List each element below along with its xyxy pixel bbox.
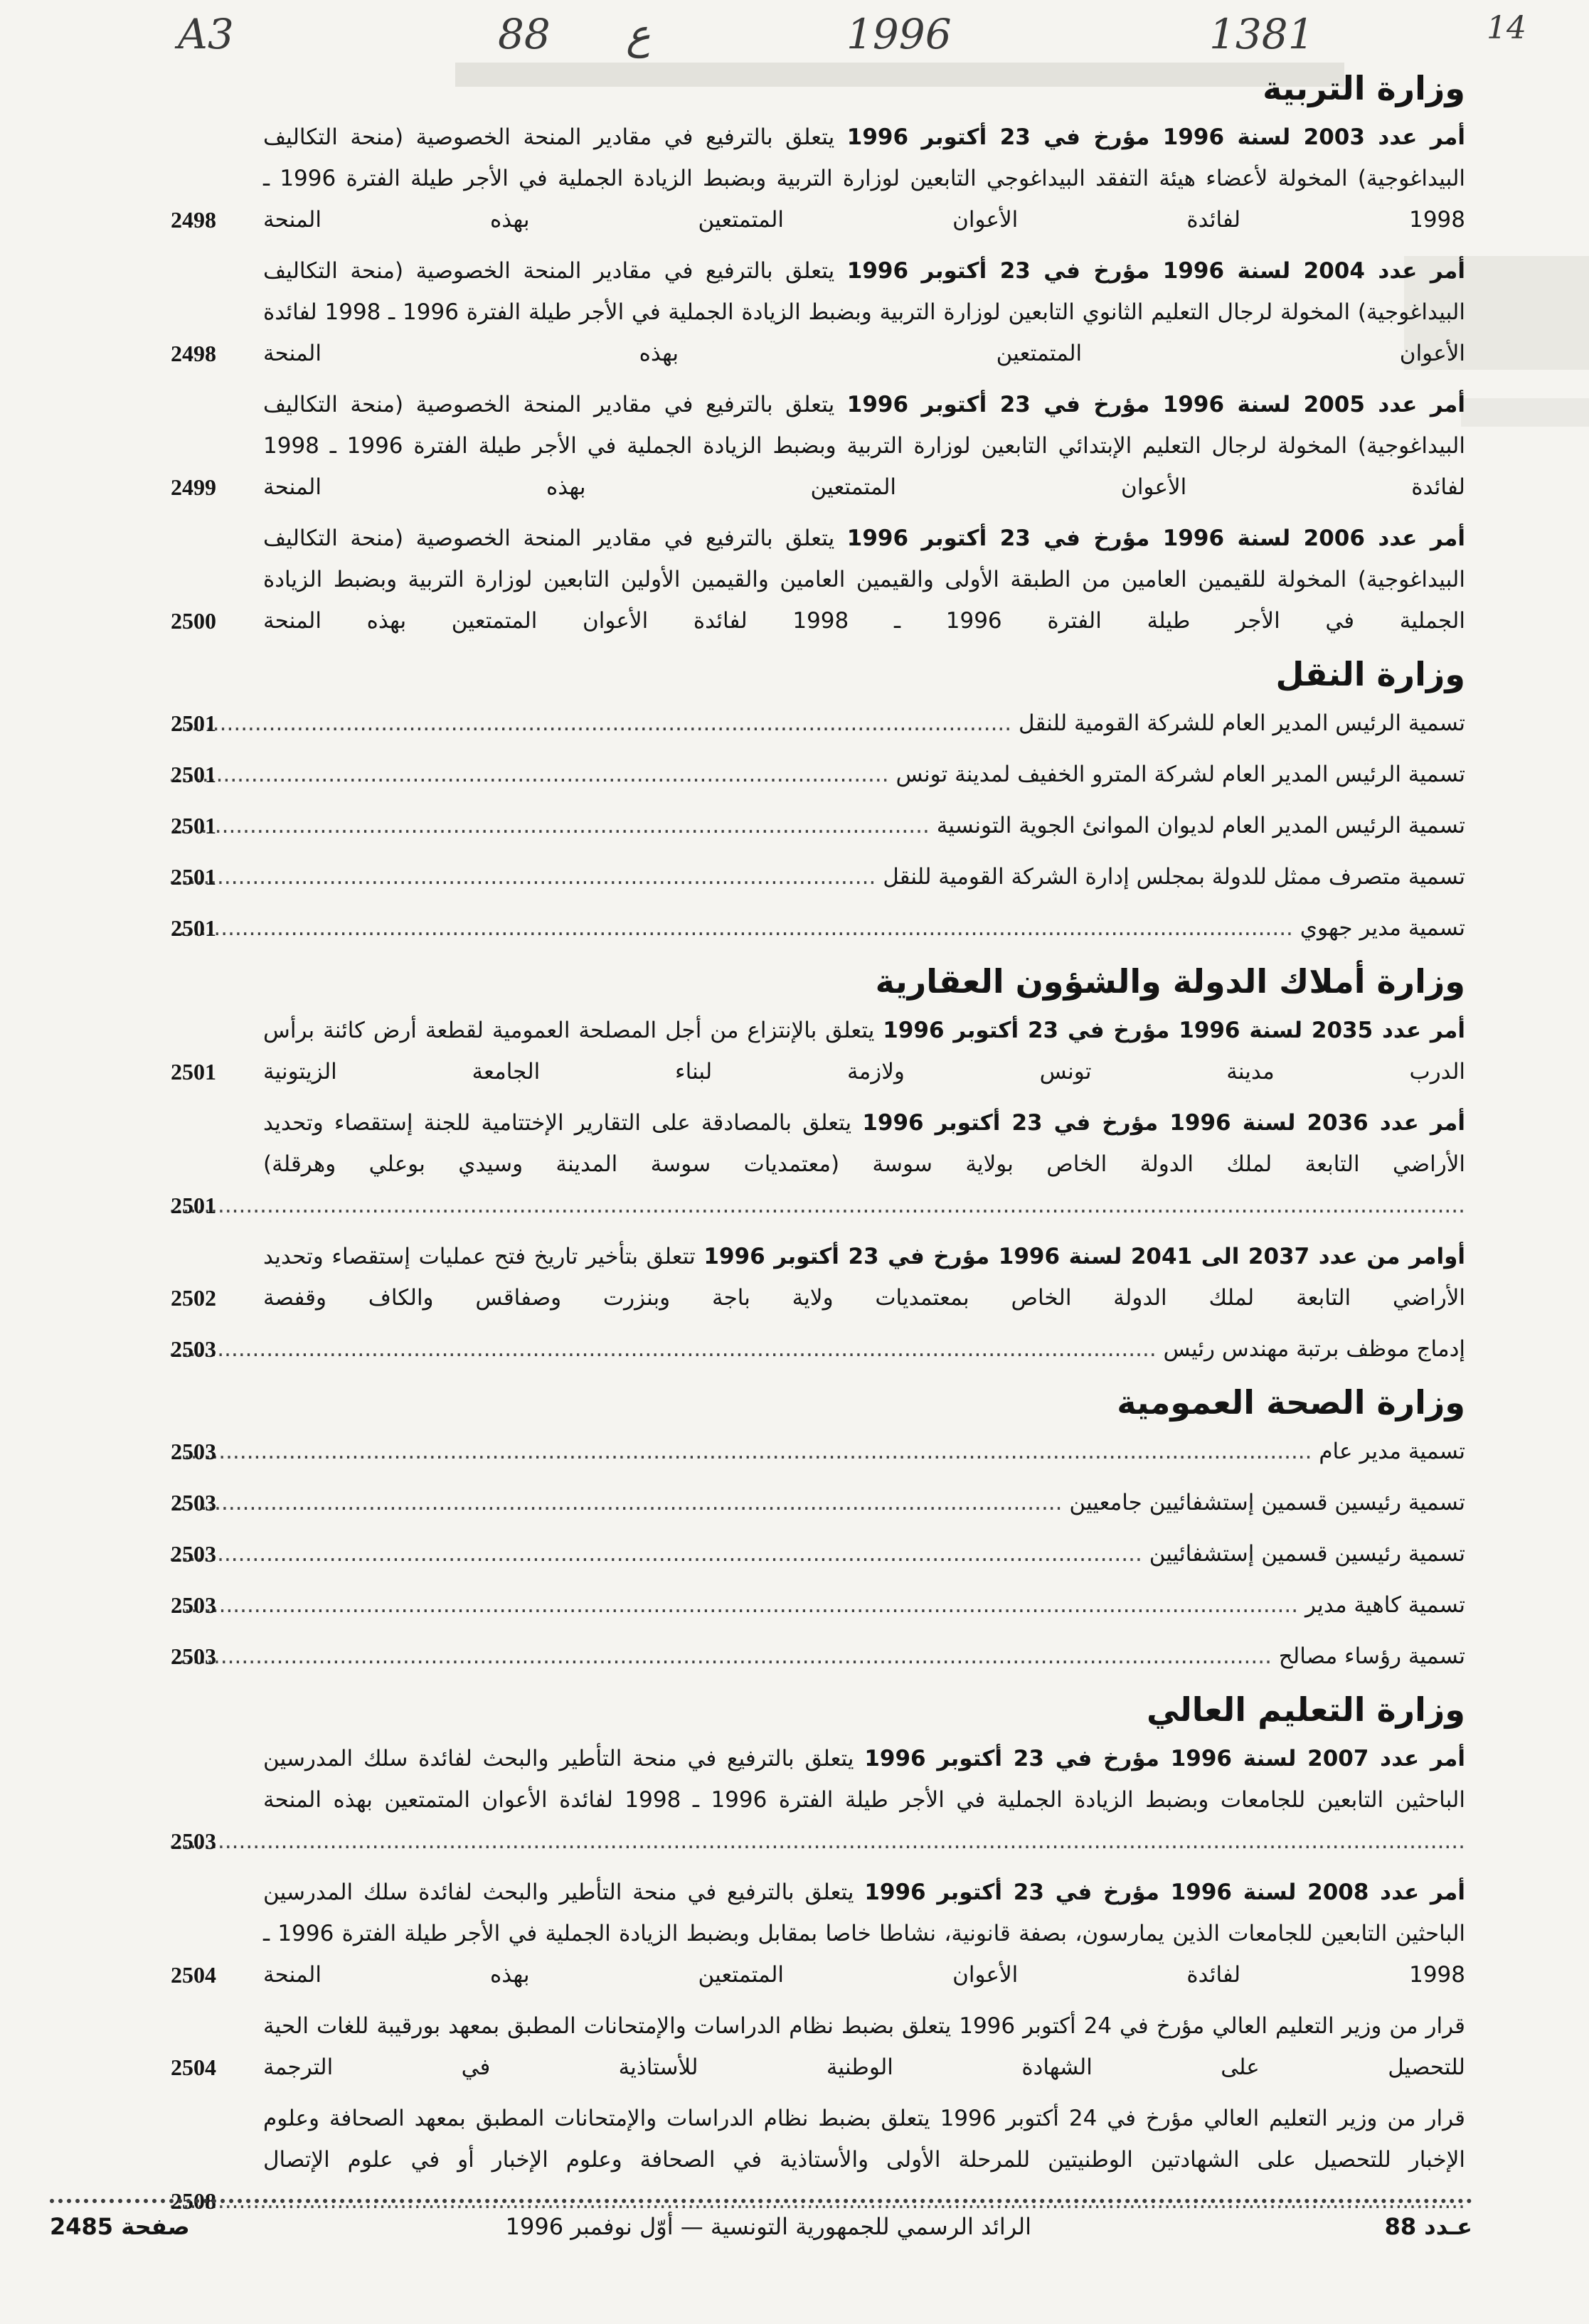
toc-entry[interactable] <box>171 703 1465 744</box>
ministry-title: وزارة النقل <box>1275 655 1465 693</box>
page-footer <box>50 2213 1472 2256</box>
entry-page-number: 2503 <box>171 1490 216 1515</box>
entry-text <box>171 117 1465 240</box>
footer-divider <box>50 2199 1472 2203</box>
ministry-section <box>171 1380 1465 1677</box>
ministry-title: وزارة أملاك الدولة والشؤون العقارية <box>875 962 1465 1001</box>
entry-page-number: 2501 <box>171 915 216 941</box>
entry-description: يتعلق بالإنتزاع من أجل المصلحة العمومية لقطعة أرض كائنة برأس الدرب مدينة تونس ولازمة لبناء الجامعة الزيتونية <box>263 1018 1465 1084</box>
entry-description: إدماج موظف برتبة مهندس رئيس <box>1163 1336 1465 1362</box>
ministry-title: وزارة التعليم العالي <box>1146 1690 1465 1729</box>
handwritten-mark: ع <box>626 10 651 58</box>
entry-text <box>171 384 1465 508</box>
entry-text <box>171 754 1465 795</box>
entry-page-number: 2503 <box>171 1336 216 1362</box>
entry-page-number: 2501 <box>171 1059 216 1084</box>
decree-reference: أمر عدد 2007 لسنة 1996 مؤرخ في 23 أكتوبر 1996 <box>864 1746 1465 1771</box>
ministry-section <box>171 1687 1465 2222</box>
entry-page-number: 2501 <box>171 1193 216 1218</box>
entry-description: يتعلق بالترفيع في مقادير المنحة الخصوصية (منحة التكاليف البيداغوجية) المخولة لرجال التعليم الثانوي التابعين لوزارة التربية وبضبط الزيادة الجملية في الأجر طيلة الفترة 1996 ـ 1998 لفائدة الأعوان المتمتعين بهذه المنحة <box>263 258 1465 366</box>
entry-page-number: 2503 <box>171 1592 216 1618</box>
entry-page-number: 2498 <box>171 207 216 233</box>
entry-description: تسمية رئيسين قسمين إستشفائيين جامعيين <box>1069 1490 1465 1515</box>
entry-description: يتعلق بالترفيع في منحة التأطير والبحث لفائدة سلك المدرسين الباحثين التابعين للجامعات وبضبط الزيادة الجملية في الأجر طيلة الفترة 1996 ـ 1998 لفائدة الأعوان المتمتعين بهذه المنحة <box>263 1746 1465 1813</box>
decree-reference: أمر عدد 2008 لسنة 1996 مؤرخ في 23 أكتوبر 1996 <box>864 1880 1465 1905</box>
bleed-through-band <box>1461 398 1589 427</box>
entry-description: تسمية رئيسين قسمين إستشفائيين <box>1149 1541 1465 1567</box>
toc-entry[interactable] <box>171 117 1465 240</box>
entry-description: تسمية كاهية مدير <box>1304 1592 1465 1618</box>
entry-text <box>171 1236 1465 1318</box>
toc-entry[interactable] <box>171 907 1465 949</box>
entry-page-number: 2503 <box>171 1439 216 1464</box>
entry-text <box>171 1102 1465 1226</box>
entry-page-number: 2500 <box>171 608 216 634</box>
decree-reference: أمر عدد 2005 لسنة 1996 مؤرخ في 23 أكتوبر 1996 <box>846 392 1465 417</box>
entry-text <box>171 1328 1465 1370</box>
issue-number: عـدد 88 <box>1384 2213 1472 2240</box>
toc-entry[interactable] <box>171 1236 1465 1318</box>
ministry-section <box>171 65 1465 641</box>
toc-entry[interactable] <box>171 754 1465 795</box>
entry-text <box>171 1533 1465 1574</box>
entry-page-number: 2499 <box>171 474 216 500</box>
entry-description: قرار من وزير التعليم العالي مؤرخ في 24 أكتوبر 1996 يتعلق بضبط نظام الدراسات والإمتحانات المطبق بمعهد الصحافة وعلوم الإخبار للتحصيل على الشهادتين الوطنيتين للمرحلة الأولى والأستاذية في الصحافة وعلوم الإخبار أو في علوم الإتصال <box>263 2106 1465 2173</box>
entry-text <box>171 1636 1465 1677</box>
entry-description: تسمية رؤساء مصالح <box>1278 1643 1465 1669</box>
toc-entry[interactable] <box>171 1482 1465 1523</box>
handwritten-mark: A3 <box>178 10 234 58</box>
entry-description: يتعلق بالترفيع في مقادير المنحة الخصوصية (منحة التكاليف البيداغوجية) المخولة لرجال التعليم الإبتدائي التابعين لوزارة التربية وبضبط الزيادة الجملية في الأجر طيلة الفترة 1996 ـ 1998 لفائدة الأعوان المتمتعين بهذه المنحة <box>263 392 1465 500</box>
ministry-section <box>171 651 1465 949</box>
table-of-contents <box>171 65 1465 2232</box>
entry-description: يتعلق بالترفيع في مقادير المنحة الخصوصية (منحة التكاليف البيداغوجية) المخولة للقيمين العامين من الطبقة الأولى والقيمين العامين والقيمين الأولين التابعين لوزارة التربية وبضبط الزيادة الجملية في الأجر طيلة الفترة 1996 ـ 1998 لفائدة الأعوان المتمتعين بهذه المنحة <box>263 526 1465 634</box>
decree-reference: أمر عدد 2004 لسنة 1996 مؤرخ في 23 أكتوبر 1996 <box>846 258 1465 284</box>
toc-entry[interactable] <box>171 1431 1465 1472</box>
entry-text <box>171 1482 1465 1523</box>
entry-page-number: 2504 <box>171 2054 216 2080</box>
entry-text <box>171 2005 1465 2088</box>
page-number: صفحة 2485 <box>50 2213 190 2240</box>
decree-reference: أوامر من عدد 2037 الى 2041 لسنة 1996 مؤرخ في 23 أكتوبر 1996 <box>703 1244 1465 1269</box>
handwritten-mark: 1996 <box>846 10 952 58</box>
toc-entry[interactable] <box>171 805 1465 846</box>
handwritten-mark: 14 <box>1487 10 1526 46</box>
entry-description: تسمية مدير جهوي <box>1300 915 1465 941</box>
entry-description: تسمية الرئيس المدير العام لديوان الموانئ الجوية التونسية <box>936 813 1465 838</box>
ministry-section <box>171 959 1465 1370</box>
entry-page-number: 2498 <box>171 341 216 366</box>
toc-entry[interactable] <box>171 1636 1465 1677</box>
entry-text <box>171 1738 1465 1862</box>
entry-page-number: 2503 <box>171 1828 216 1854</box>
entry-page-number: 2501 <box>171 762 216 787</box>
ministry-title: وزارة الصحة العمومية <box>1117 1383 1465 1422</box>
entry-text <box>171 1584 1465 1626</box>
entry-page-number: 2501 <box>171 710 216 736</box>
toc-entry[interactable] <box>171 384 1465 508</box>
gazette-title: الرائد الرسمي للجمهورية التونسية — أوّل نوفمبر 1996 <box>505 2213 1031 2240</box>
entry-page-number: 2502 <box>171 1285 216 1311</box>
entry-description: يتعلق بالترفيع في مقادير المنحة الخصوصية (منحة التكاليف البيداغوجية) المخولة لأعضاء هيئة التفقد البيداغوجي التابعين لوزارة التربية وبضبط الزيادة الجملية في الأجر طيلة الفترة 1996 ـ 1998 لفائدة الأعوان المتمتعين بهذه المنحة <box>263 124 1465 233</box>
entry-text <box>171 907 1465 949</box>
entry-text <box>171 1431 1465 1472</box>
entry-description: يتعلق بالمصادقة على التقارير الإختتامية للجنة إستقصاء وتحديد الأراضي التابعة لملك الدولة الخاص بولاية سوسة (معتمديات سوسة المدينة وسيدي بوعلي وهرقلة) <box>263 1110 1465 1177</box>
entry-text <box>171 518 1465 641</box>
handwritten-mark: 88 <box>498 10 551 58</box>
entry-description: تسمية مدير عام <box>1319 1439 1465 1464</box>
entry-description: قرار من وزير التعليم العالي مؤرخ في 24 أكتوبر 1996 يتعلق بضبط نظام الدراسات والإمتحانات المطبق بمعهد بورقيبة للغات الحية للتحصيل على الشهادة الوطنية للأستاذية في الترجمة <box>263 2013 1465 2080</box>
entry-text <box>171 1010 1465 1092</box>
entry-description: تتعلق بتأخير تاريخ فتح عمليات إستقصاء وتحديد الأراضي التابعة لملك الدولة الخاص بمعتمديات ولاية باجة وبنزرت وصفاقس والكاف وقفصة <box>263 1244 1465 1311</box>
ministry-title: وزارة التربية <box>1263 69 1465 107</box>
entry-page-number: 2504 <box>171 1962 216 1988</box>
decree-reference: أمر عدد 2036 لسنة 1996 مؤرخ في 23 أكتوبر 1996 <box>862 1110 1465 1136</box>
toc-entry[interactable] <box>171 1533 1465 1574</box>
entry-description: تسمية الرئيس المدير العام للشركة القومية للنقل <box>1018 710 1465 736</box>
entry-text <box>171 250 1465 374</box>
entry-description: تسمية متصرف ممثل للدولة بمجلس إدارة الشركة القومية للنقل <box>883 864 1465 890</box>
toc-entry[interactable] <box>171 1738 1465 1862</box>
entry-page-number: 2508 <box>171 2188 216 2214</box>
toc-entry[interactable] <box>171 1010 1465 1092</box>
entry-description: تسمية الرئيس المدير العام لشركة المترو الخفيف لمدينة تونس <box>896 762 1465 787</box>
toc-entry[interactable] <box>171 1584 1465 1626</box>
handwritten-mark: 1381 <box>1209 10 1314 58</box>
entry-description: يتعلق بالترفيع في منحة التأطير والبحث لفائدة سلك المدرسين الباحثين التابعين للجامعات الذين يمارسون، بصفة قانونية، نشاطا خاصا بمقابل وبضبط الزيادة الجملية في الأجر طيلة الفترة 1996 ـ 1998 لفائدة الأعوان المتمتعين بهذه المنحة <box>263 1880 1465 1988</box>
entry-page-number: 2503 <box>171 1643 216 1669</box>
entry-page-number: 2501 <box>171 813 216 838</box>
decree-reference: أمر عدد 2006 لسنة 1996 مؤرخ في 23 أكتوبر 1996 <box>846 526 1465 551</box>
decree-reference: أمر عدد 2035 لسنة 1996 مؤرخ في 23 أكتوبر 1996 <box>883 1018 1465 1043</box>
entry-text <box>171 805 1465 846</box>
decree-reference: أمر عدد 2003 لسنة 1996 مؤرخ في 23 أكتوبر 1996 <box>846 124 1465 150</box>
toc-entry[interactable] <box>171 856 1465 897</box>
toc-entry[interactable] <box>171 1102 1465 1226</box>
entry-text <box>171 703 1465 744</box>
toc-entry[interactable] <box>171 250 1465 374</box>
entry-page-number: 2501 <box>171 864 216 890</box>
toc-entry[interactable] <box>171 518 1465 641</box>
toc-entry[interactable] <box>171 1328 1465 1370</box>
toc-entry[interactable] <box>171 2005 1465 2088</box>
entry-text <box>171 1872 1465 1995</box>
entry-page-number: 2503 <box>171 1541 216 1567</box>
entry-text <box>171 856 1465 897</box>
toc-entry[interactable] <box>171 1872 1465 1995</box>
handwritten-archive-marks <box>0 3 1589 60</box>
